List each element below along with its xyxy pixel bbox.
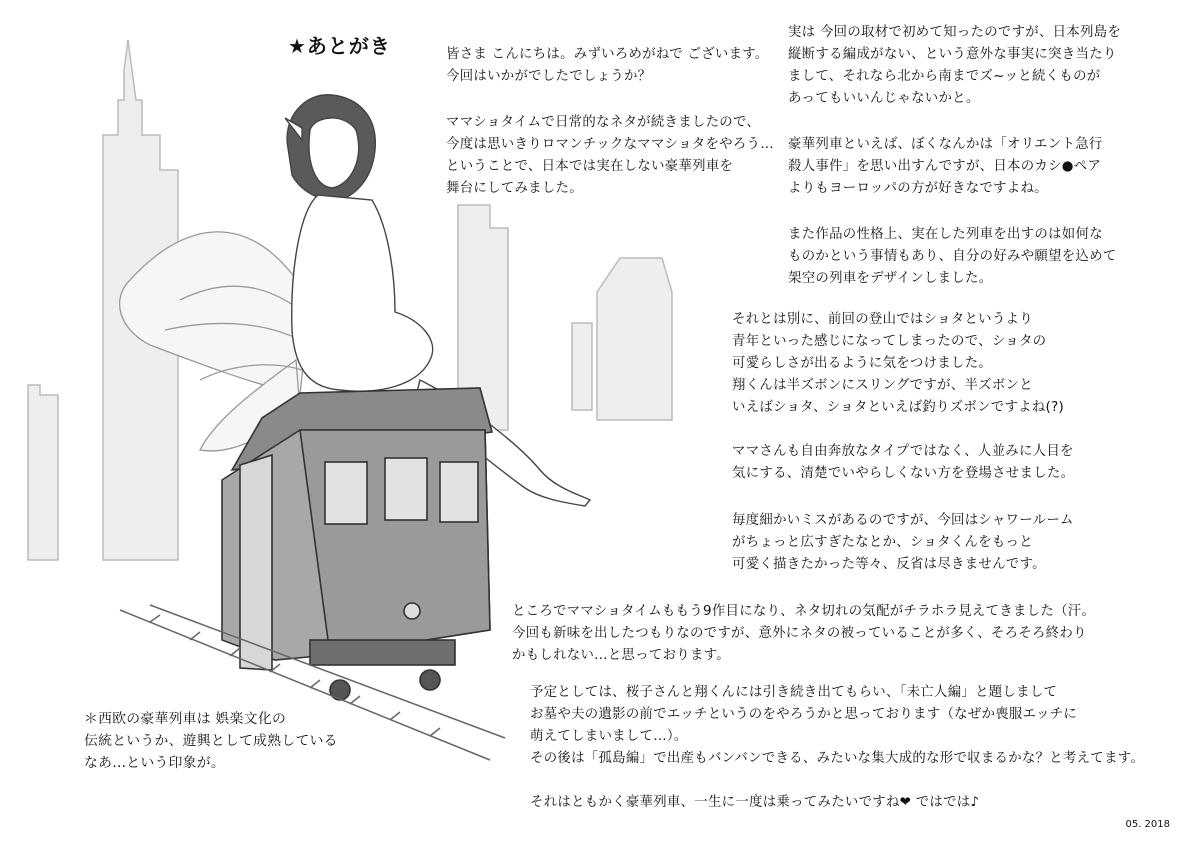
text-line: よりもヨーロッパの方が好きなですよね。 <box>788 181 1048 196</box>
paragraph-shota <box>732 309 1064 419</box>
text-line: ＊西欧の豪華列車は 娯楽文化の <box>84 711 287 727</box>
footnote <box>84 708 338 774</box>
text-line: 可愛く描きたかった等々、反省は尽きませんです。 <box>732 557 1046 572</box>
text-line: ということで、日本では実在しない豪華列車を <box>446 159 734 174</box>
text-line: 予定としては、桜子さんと翔くんには引き続き出てもらい、「未亡人編」と題しまして <box>530 685 1058 700</box>
text-line: いえばショタ、ショタといえば釣りズボンですよね(?) <box>732 400 1064 415</box>
text-line: まして、それなら北から南までズ~ッと続くものが <box>788 69 1101 84</box>
text-line: がちょっと広すぎたなとか、ショタくんをもっと <box>732 535 1033 550</box>
text-line: ママショタイムで日常的なネタが続きましたので、 <box>446 115 761 130</box>
paragraph-closing <box>530 792 979 814</box>
text-line: お墓や夫の遺影の前でエッチというのをやろうかと思っております（なぜか喪服エッチに <box>530 707 1078 722</box>
text-line: 伝統というか、遊興として成熟している <box>84 733 338 749</box>
text-line: 架空の列車をデザインしました。 <box>788 271 993 286</box>
text-line: 萌えてしまいまして…）。 <box>530 729 688 744</box>
text-line: ものかという事情もあり、自分の好みや願望を込めて <box>788 249 1117 264</box>
paragraph-research <box>788 22 1121 110</box>
text-line: 今度は思いきりロマンチックなママショタをやろう… <box>446 137 774 152</box>
paragraph-fictional-train <box>788 224 1117 290</box>
text-line: 気にする、清楚でいやらしくない方を登場させました。 <box>732 466 1075 481</box>
paragraph-reflection <box>732 510 1074 576</box>
paragraph-plans <box>530 682 1144 770</box>
text-line: 皆さま こんにちは。みずいろめがねで ございます。 <box>446 47 769 62</box>
text-line: それとは別に、前回の登山ではショタというより <box>732 312 1033 327</box>
text-line: 舞台にしてみました。 <box>446 181 583 196</box>
paragraph-theme <box>446 112 774 200</box>
text-line: あってもいいんじゃないかと。 <box>788 91 980 106</box>
text-line: かもしれない…と思っております。 <box>512 648 730 663</box>
text-line: 今回はいかがでしたでしょうか？ <box>446 69 652 84</box>
paragraph-orient-express <box>788 134 1103 200</box>
text-line: 豪華列車といえば、ぼくなんかは「オリエント急行 <box>788 137 1103 152</box>
text-line: それはともかく豪華列車、一生に一度は乗ってみたいですね❤ ではでは♪ <box>530 795 980 810</box>
text-line: 毎度細かいミスがあるのですが、今回はシャワールーム <box>732 513 1074 528</box>
text-line: 縦断する編成がない、という意外な事実に突き当たり <box>788 47 1117 62</box>
text-line: 翔くんは半ズボンにスリングですが、半ズボンと <box>732 378 1033 393</box>
text-line: 殺人事件」を思い出すんですが、日本のカシ●ペア <box>788 159 1102 174</box>
paragraph-mama <box>732 441 1074 485</box>
text-line: ところでママショタイムももう9作目になり、ネタ切れの気配がチラホラ見えてきました（汗。 <box>512 604 1096 619</box>
paragraph-series <box>512 601 1095 667</box>
text-line: 今回も新味を出したつもりなのですが、意外にネタの被っていることが多く、そろそろ終わり <box>512 626 1087 641</box>
date-stamp: 05. 2018 <box>1125 819 1170 830</box>
text-line: その後は「孤島編」で出産もバンバンできる、みたいな集大成的な形で収まるかな？と考えてます。 <box>530 751 1145 766</box>
text-line: 青年といった感じになってしまったので、ショタの <box>732 334 1047 349</box>
text-line: また作品の性格上、実在した列車を出すのは如何な <box>788 227 1103 242</box>
page-title: ★あとがき <box>288 34 391 58</box>
paragraph-greeting <box>446 44 769 88</box>
text-line: ママさんも自由奔放なタイプではなく、人並みに人目を <box>732 444 1074 459</box>
text-line: 実は 今回の取材で初めて知ったのですが、日本列島を <box>788 25 1122 40</box>
text-line: なあ…という印象が。 <box>84 755 225 771</box>
text-line: 可愛らしさが出るように気をつけました。 <box>732 356 993 371</box>
